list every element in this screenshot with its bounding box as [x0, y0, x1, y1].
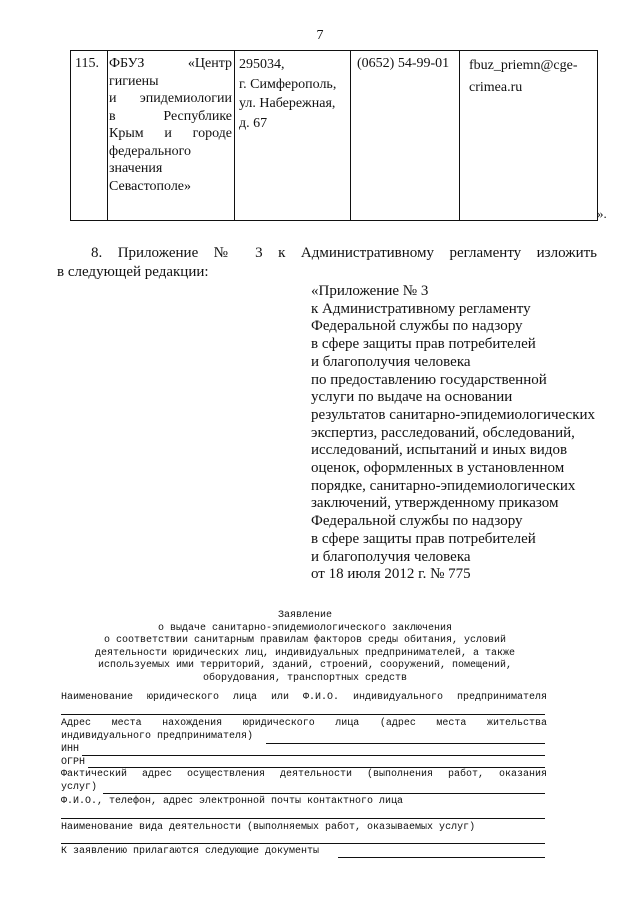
organization-name-word: гигиены	[109, 73, 159, 89]
email-line: crimea.ru	[469, 80, 523, 95]
legal-name-label: Наименование юридического лица или Ф.И.О. индивидуального предпринимателя	[61, 692, 547, 703]
organization-name-word: «Центр	[187, 56, 232, 71]
appendix-header	[311, 283, 611, 584]
phone-number: (0652) 54-99-01	[357, 56, 450, 71]
organization-name-word: значения	[109, 161, 163, 176]
address-label: Адрес места нахождения юридического лица (адрес места жительства	[61, 718, 547, 729]
appendix-header-line: экспертиз, расследований, обследований,	[311, 424, 575, 441]
address-label-cont: индивидуального предпринимателя)	[61, 731, 254, 742]
form-title-heading: Заявление	[277, 610, 332, 621]
appendix-header-line: в сфере защиты прав потребителей	[311, 336, 536, 353]
closing-quote-glyph: »	[597, 206, 604, 221]
organization-name-line	[109, 55, 232, 73]
address-line: 295034,	[239, 57, 285, 72]
activity-field[interactable]	[61, 843, 545, 844]
ogrn-label: ОГРН	[61, 757, 86, 768]
table-divider	[107, 51, 108, 220]
appendix-header-line: Федеральной службы по надзору	[311, 513, 523, 530]
appendix-header-line: «Приложение № 3	[311, 283, 429, 299]
actual-address-label: Фактический адрес осуществления деятельности (выполнения работ, оказания	[61, 769, 547, 780]
organization-name-word: Севастополе»	[109, 178, 192, 194]
organization-name-word: городе	[192, 126, 232, 141]
paragraph-8	[57, 244, 597, 282]
legal-name-field[interactable]	[61, 714, 545, 715]
address-cell	[239, 55, 351, 133]
appendix-header-line: и благополучия человека	[311, 548, 471, 565]
appendix-header-line: от 18 июля 2012 г. № 775	[311, 566, 471, 583]
inn-field[interactable]	[82, 755, 545, 756]
organization-name-word: в	[109, 108, 116, 124]
organization-name-word: федерального	[109, 143, 192, 159]
appendix-header-line: исследований, испытаний и иных видов	[311, 442, 568, 459]
email-cell	[469, 55, 578, 99]
appendix-header-line: заключений, утвержденному приказом	[311, 495, 559, 512]
table-divider	[234, 51, 235, 220]
contact-label: Ф.И.О., телефон, адрес электронной почты контактного лица	[61, 796, 404, 807]
appendix-header-line: порядке, санитарно-эпидемиологических	[311, 477, 576, 494]
appendix-header-line: и благополучия человека	[311, 353, 471, 370]
organization-name-word: и	[109, 91, 117, 106]
appendix-header-line: результатов санитарно-эпидемиологических	[311, 406, 596, 423]
inn-label: ИНН	[61, 744, 80, 755]
paragraph-8-line-2: в следующей редакции:	[57, 264, 209, 280]
organization-name-line	[109, 90, 232, 108]
form-title-line: деятельности юридических лиц, индивидуальных предпринимателей, а также	[94, 647, 516, 659]
actual-address-label-cont: услуг)	[61, 782, 98, 793]
appendix-header-line: услуги по выдаче на основании	[311, 389, 513, 406]
address-field[interactable]	[266, 743, 545, 744]
form-title-line: о соответствии санитарным правилам факторов среды обитания, условий	[103, 635, 507, 646]
attached-docs-field[interactable]	[338, 857, 545, 858]
form-title-line: о выдаче санитарно-эпидемиологического заключения	[157, 622, 453, 634]
email-line: fbuz_priemn@cge-	[469, 58, 578, 73]
appendix-header-line: к Административному регламенту	[311, 300, 531, 317]
contacts-table-row	[70, 50, 598, 221]
organization-name-line	[109, 125, 232, 143]
address-line: д. 67	[239, 115, 268, 131]
organization-name-line	[109, 73, 232, 91]
attached-docs-label: К заявлению прилагаются следующие документы	[61, 846, 320, 857]
organization-name-line	[109, 178, 232, 196]
closing-quote	[597, 206, 607, 222]
organization-name-word: Крым	[109, 126, 144, 141]
appendix-header-line: оценок, оформленных в установленном	[311, 460, 565, 477]
actual-address-field[interactable]	[103, 793, 545, 794]
organization-name-word: и	[164, 126, 172, 141]
contact-field[interactable]	[61, 818, 545, 819]
activity-label: Наименование вида деятельности (выполняемых работ, оказываемых услуг)	[61, 822, 476, 833]
organization-name-word: ФБУЗ	[109, 56, 145, 71]
table-divider	[459, 51, 460, 220]
organization-name	[109, 55, 232, 195]
row-number: 115.	[75, 56, 99, 71]
appendix-header-line: в сфере защиты прав потребителей	[311, 530, 536, 547]
organization-name-line	[109, 160, 232, 178]
organization-name-word: эпидемиологии	[139, 91, 232, 106]
closing-dot: .	[603, 206, 607, 221]
paragraph-8-line-1: 8. Приложение № 3 к Административному регламенту изложить	[91, 245, 597, 261]
form-title-line: используемых ими территорий, зданий, строений, сооружений, помещений,	[97, 660, 513, 671]
organization-name-line	[109, 143, 232, 161]
form-title-line: оборудования, транспортных средств	[202, 672, 408, 684]
appendix-header-line: по предоставлению государственной	[311, 371, 547, 388]
address-line: г. Симферополь,	[239, 76, 337, 92]
organization-name-line	[109, 108, 232, 126]
page-number: 7	[316, 28, 324, 43]
appendix-header-line: Федеральной службы по надзору	[311, 318, 523, 335]
form-title	[60, 610, 550, 685]
ogrn-field[interactable]	[88, 767, 545, 768]
address-line: ул. Набережная,	[239, 96, 336, 111]
organization-name-word: Республике	[163, 108, 232, 124]
